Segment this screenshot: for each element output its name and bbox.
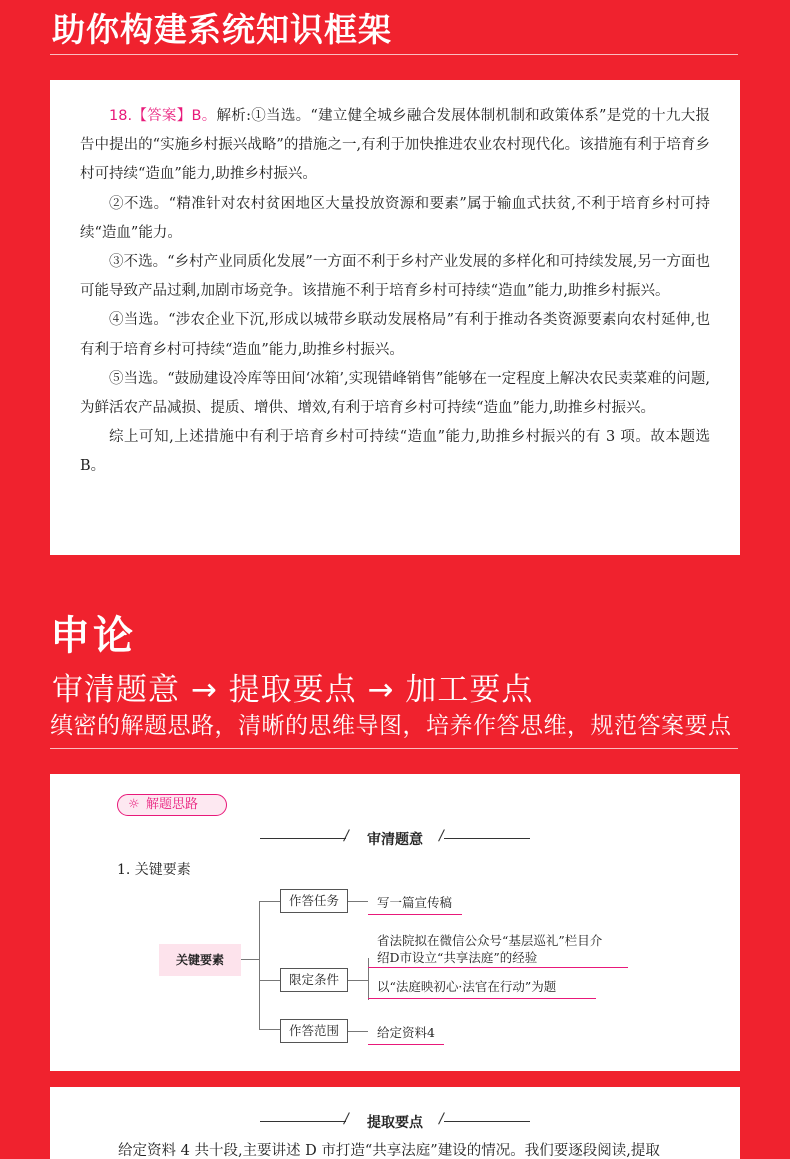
leaf-scope-underline	[368, 1044, 444, 1045]
leaf-condition-2-underline	[368, 998, 596, 999]
connector-scope-leaf	[348, 1031, 368, 1032]
connector-condition-leaf	[348, 980, 368, 981]
leaf-condition-1a: 省法院拟在微信公众号“基层巡礼”栏目介	[377, 933, 603, 948]
answer-label: 18.【答案】B。	[109, 108, 217, 124]
node-condition: 限定条件	[280, 968, 348, 992]
leaf-condition-1b: 绍D市设立“共享法庭”的经验	[377, 950, 538, 965]
leaf-condition-1-underline	[368, 967, 628, 968]
answer-card	[50, 80, 740, 555]
leaf-condition-2: 以“法庭映初心·法官在行动”为题	[377, 979, 557, 994]
connector-branch-1	[259, 901, 280, 902]
answer-paragraph-5: ⑤当选。“鼓励建设冷库等田间‘冰箱’,实现错峰销售”能够在一定程度上解决农民卖菜难的问题,为鲜活农产品减损、提质、增供、增效,有利于培育乡村可持续“造血”能力,助推乡村振兴。	[80, 370, 710, 417]
answer-paragraph-1: 18.【答案】B。解析:①当选。“建立健全城乡融合发展体制机制和政策体系”是党的十九大报告中提出的“实施乡村振兴战略”的措施之一,有利于加快推进农业农村现代化。该措施有利于培育乡村可持续“造血”能力,助推乡村振兴。	[80, 108, 710, 183]
shenlun-divider	[50, 748, 738, 749]
shenlun-description: 缜密的解题思路，清晰的思维导图，培养作答思维，规范答案要点	[50, 713, 732, 739]
connector-branch-3	[259, 1029, 280, 1030]
node-task: 作答任务	[280, 889, 348, 913]
section-line-right	[444, 838, 530, 839]
subheading-key-elements: 1. 关键要素	[117, 862, 191, 878]
connector-branch-2	[259, 980, 280, 981]
connector-condition-fork	[368, 958, 369, 1000]
extract-slash-left: /	[344, 1111, 349, 1127]
connector-task-leaf	[348, 901, 368, 902]
answer-paragraph-3: ③不选。“乡村产业同质化发展”一方面不利于乡村产业发展的多样化和可持续发展,另一方面也可能导致产品过剩,加剧市场竞争。该措施不利于培育乡村可持续“造血”能力,助推乡村振兴。	[80, 254, 710, 300]
section-title-extract: 提取要点	[367, 1115, 423, 1131]
section-title-review: 审清题意	[367, 832, 423, 848]
shenlun-flow: 审清题意 → 提取要点 → 加工要点	[52, 672, 534, 708]
leaf-task-1: 写一篇宣传稿	[377, 895, 453, 910]
answer-paragraph-2: ②不选。“精准针对农村贫困地区大量投放资源和要素”属于输血式扶贫,不利于培育乡村可持续“造血”能力。	[80, 195, 710, 241]
extract-slash-right: /	[439, 1111, 444, 1127]
section-slash-right: /	[439, 828, 444, 844]
answer-paragraph-6: 综上可知,上述措施中有利于培育乡村可持续“造血”能力,助推乡村振兴的有 3 项。故本题选 B。	[80, 429, 710, 475]
mindmap-root: 关键要素	[159, 944, 241, 976]
solution-badge: ☼ 解题思路	[117, 794, 227, 816]
section-slash-left: /	[344, 828, 349, 844]
node-scope: 作答范围	[280, 1019, 348, 1043]
leaf-scope-1: 给定资料4	[377, 1025, 435, 1040]
answer-paragraph-4: ④当选。“涉农企业下沉,形成以城带乡联动发展格局”有利于推动各类资源要素向农村延伸,也有利于培育乡村可持续“造血”能力,助推乡村振兴。	[80, 312, 710, 358]
top-title: 助你构建系统知识框架	[52, 10, 392, 49]
extract-text: 给定资料 4 共十段,主要讲述 D 市打造“共享法庭”建设的情况。我们要逐段阅读,提取	[118, 1143, 660, 1159]
extract-line-right	[444, 1121, 530, 1122]
extract-card	[50, 1087, 740, 1159]
connector-trunk	[259, 901, 260, 1029]
mindmap-card	[50, 774, 740, 1071]
lightbulb-icon: ☼	[128, 797, 140, 812]
connector-root	[241, 959, 259, 960]
leaf-task-underline	[368, 914, 462, 915]
top-divider	[50, 54, 738, 55]
shenlun-title: 申论	[50, 613, 136, 659]
